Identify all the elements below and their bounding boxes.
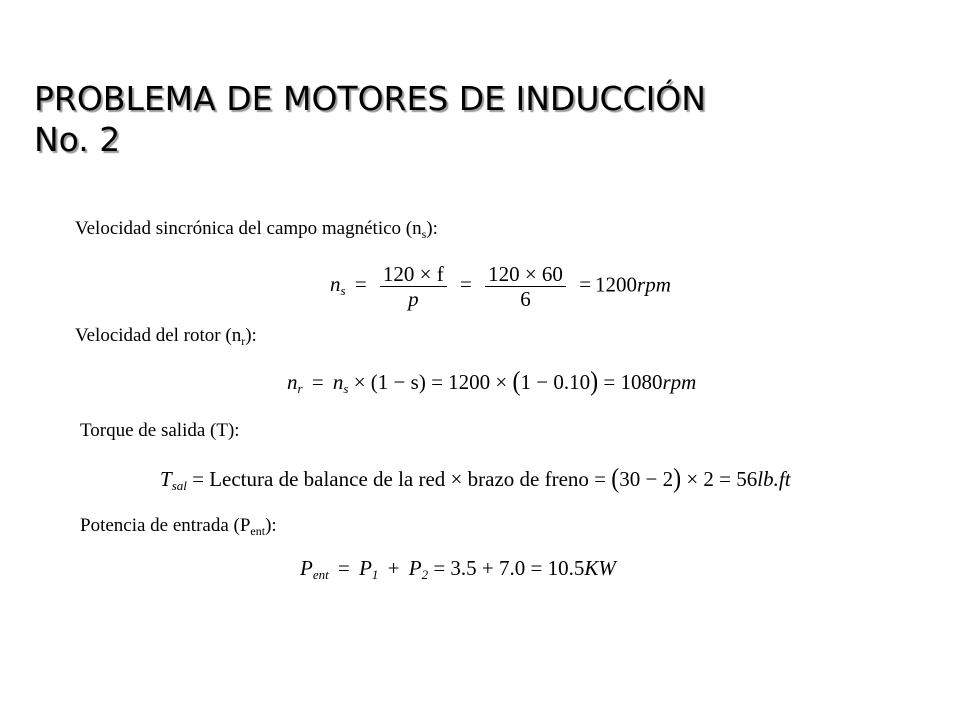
nr-label-end: ):	[245, 325, 257, 346]
torque-equation: $T_{sal}$ = Lectura de balance de la red × brazo de freno = (30 − 2) × 2 = 56lb.ft	[160, 463, 791, 494]
nr-eq-unit: rpm	[662, 370, 697, 394]
power-label-end: ):	[265, 515, 277, 536]
nr-eq-rhs-var: $n_s$	[332, 370, 349, 396]
torque-eq-text: = Lectura de balance de la red × brazo de freno =	[192, 467, 606, 491]
ns-label	[75, 218, 438, 242]
ns-label-end: ):	[426, 218, 438, 239]
torque-eq-unit: lb.ft	[757, 467, 791, 491]
ns-eq-result: 1200	[595, 272, 638, 297]
nr-eq-result: = 1080	[603, 370, 663, 394]
ns-eq-var: $n_s$	[330, 272, 346, 299]
ns-frac1-den: p	[408, 287, 419, 311]
ns-eq-fraction-1	[380, 262, 447, 311]
ns-equation: $n_s$ = $\frac{120 \times f}{p}$ = $\frac{120 \times 60}{6}$ = 1200rpm	[330, 262, 671, 311]
ns-label-text: Velocidad sincrónica del campo magnético (n	[75, 218, 422, 239]
nr-label-sub: r	[241, 334, 246, 348]
torque-eq-var: $T_{sal}$	[160, 467, 187, 493]
power-equation: $P_{ent} = P_1 + P_2 = 3.5 + 7.0 = 10.5KW$	[300, 556, 616, 582]
title-line-2: No. 2	[34, 120, 121, 159]
torque-label: Torque de salida (T):	[80, 420, 240, 441]
title-line-1: PROBLEMA DE MOTORES DE INDUCCIÓN	[34, 79, 706, 118]
power-label-sub: ent	[250, 524, 266, 538]
nr-equation: $n_r = n_s \times (1 - s) = 1200 \times (1 - 0.10) = 1080rpm$	[287, 366, 697, 397]
power-eq-values: = 3.5 + 7.0 = 10.5	[433, 556, 585, 580]
ns-eq-fraction-2	[485, 262, 566, 311]
ns-frac1-num: 120 × f	[380, 262, 447, 287]
nr-label	[75, 325, 257, 349]
slide-title	[34, 78, 706, 160]
ns-eq-unit: rpm	[637, 272, 671, 297]
nr-label-text: Velocidad del rotor (n	[75, 325, 242, 346]
ns-label-sub: s	[421, 227, 427, 241]
torque-eq-result: × 2 = 56	[686, 467, 758, 491]
power-eq-p1: $P_1$	[359, 556, 379, 582]
nr-eq-paren-content: 1 − 0.10	[520, 370, 591, 394]
power-label-text: Potencia de entrada (P	[80, 515, 251, 536]
ns-frac2-num: 120 × 60	[485, 262, 566, 287]
power-label	[80, 515, 277, 539]
power-eq-var: $P_{ent}$	[300, 556, 329, 582]
power-eq-unit: KW	[584, 556, 616, 580]
nr-eq-middle: × (1 − s) = 1200 ×	[353, 370, 508, 394]
nr-eq-var: $n_r$	[287, 370, 303, 396]
power-eq-p2: $P_2$	[408, 556, 429, 582]
torque-eq-paren-content: 30 − 2	[619, 467, 674, 491]
ns-frac2-den: 6	[520, 287, 531, 311]
